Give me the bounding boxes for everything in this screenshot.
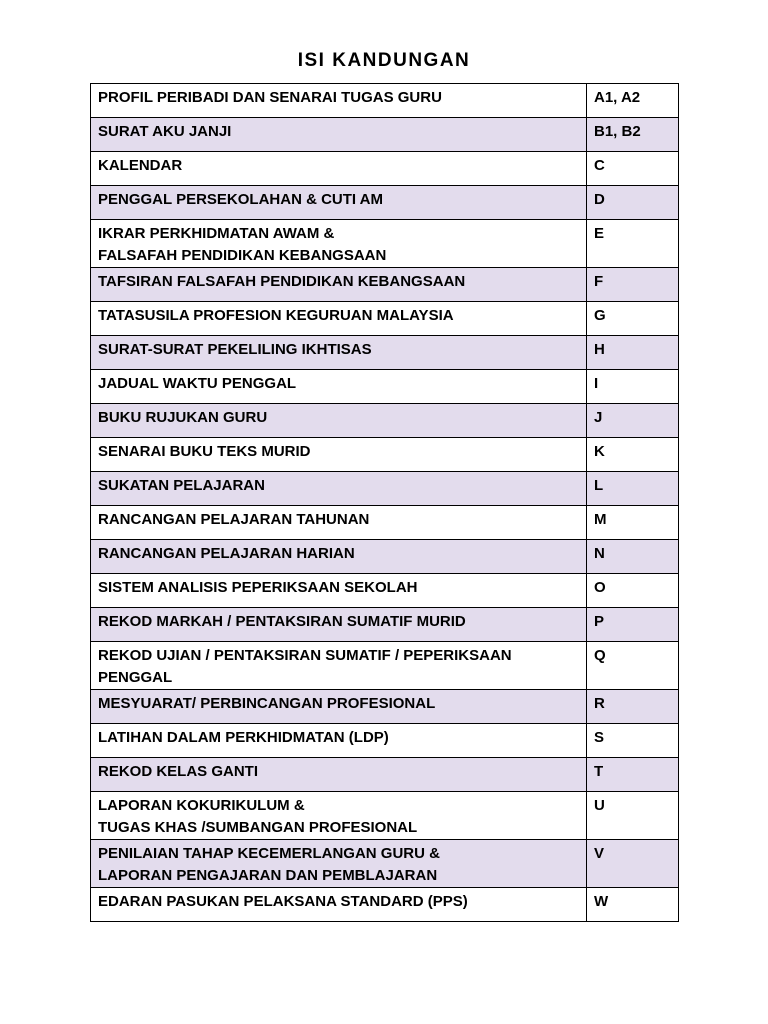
section-title: TAFSIRAN FALSAFAH PENDIDIKAN KEBANGSAAN bbox=[91, 268, 587, 302]
section-title: RANCANGAN PELAJARAN HARIAN bbox=[91, 540, 587, 574]
page-title: ISI KANDUNGAN bbox=[297, 50, 471, 71]
table-row bbox=[91, 724, 679, 758]
table-row bbox=[91, 370, 679, 404]
section-title: SURAT-SURAT PEKELILING IKHTISAS bbox=[91, 336, 587, 370]
section-code: B1, B2 bbox=[587, 118, 679, 152]
table-row bbox=[91, 268, 679, 302]
section-code: I bbox=[587, 370, 679, 404]
section-title: SISTEM ANALISIS PEPERIKSAAN SEKOLAH bbox=[91, 574, 587, 608]
section-title: RANCANGAN PELAJARAN TAHUNAN bbox=[91, 506, 587, 540]
section-title: PENILAIAN TAHAP KECEMERLANGAN GURU & LAPORAN PENGAJARAN DAN PEMBLAJARAN bbox=[91, 840, 587, 888]
contents-table bbox=[90, 83, 679, 922]
section-title: SURAT AKU JANJI bbox=[91, 118, 587, 152]
section-code: S bbox=[587, 724, 679, 758]
table-row bbox=[91, 336, 679, 370]
section-title: BUKU RUJUKAN GURU bbox=[91, 404, 587, 438]
section-title: LAPORAN KOKURIKULUM & TUGAS KHAS /SUMBANGAN PROFESIONAL bbox=[91, 792, 587, 840]
table-row bbox=[91, 792, 679, 840]
table-row bbox=[91, 642, 679, 690]
section-code: V bbox=[587, 840, 679, 888]
section-title: SUKATAN PELAJARAN bbox=[91, 472, 587, 506]
section-title: REKOD UJIAN / PENTAKSIRAN SUMATIF / PEPERIKSAAN PENGGAL bbox=[91, 642, 587, 690]
section-title: JADUAL WAKTU PENGGAL bbox=[91, 370, 587, 404]
section-code: Q bbox=[587, 642, 679, 690]
section-title: SENARAI BUKU TEKS MURID bbox=[91, 438, 587, 472]
table-row bbox=[91, 608, 679, 642]
table-row bbox=[91, 472, 679, 506]
table-row bbox=[91, 840, 679, 888]
table-row bbox=[91, 438, 679, 472]
table-row bbox=[91, 506, 679, 540]
section-code: D bbox=[587, 186, 679, 220]
table-row bbox=[91, 404, 679, 438]
contents-table-body bbox=[91, 84, 679, 922]
table-row bbox=[91, 758, 679, 792]
section-code: E bbox=[587, 220, 679, 268]
section-title: REKOD KELAS GANTI bbox=[91, 758, 587, 792]
table-row bbox=[91, 540, 679, 574]
table-row bbox=[91, 118, 679, 152]
table-row bbox=[91, 302, 679, 336]
section-code: A1, A2 bbox=[587, 84, 679, 118]
section-title: REKOD MARKAH / PENTAKSIRAN SUMATIF MURID bbox=[91, 608, 587, 642]
table-row bbox=[91, 888, 679, 922]
section-title: TATASUSILA PROFESION KEGURUAN MALAYSIA bbox=[91, 302, 587, 336]
section-code: H bbox=[587, 336, 679, 370]
section-code: T bbox=[587, 758, 679, 792]
section-code: R bbox=[587, 690, 679, 724]
section-code: K bbox=[587, 438, 679, 472]
section-title: MESYUARAT/ PERBINCANGAN PROFESIONAL bbox=[91, 690, 587, 724]
section-title: IKRAR PERKHIDMATAN AWAM & FALSAFAH PENDIDIKAN KEBANGSAAN bbox=[91, 220, 587, 268]
section-title: PENGGAL PERSEKOLAHAN & CUTI AM bbox=[91, 186, 587, 220]
section-code: O bbox=[587, 574, 679, 608]
section-code: L bbox=[587, 472, 679, 506]
table-row bbox=[91, 186, 679, 220]
section-code: J bbox=[587, 404, 679, 438]
section-title: LATIHAN DALAM PERKHIDMATAN (LDP) bbox=[91, 724, 587, 758]
section-code: F bbox=[587, 268, 679, 302]
section-title: KALENDAR bbox=[91, 152, 587, 186]
section-code: W bbox=[587, 888, 679, 922]
section-title: EDARAN PASUKAN PELAKSANA STANDARD (PPS) bbox=[91, 888, 587, 922]
section-code: M bbox=[587, 506, 679, 540]
section-code: C bbox=[587, 152, 679, 186]
section-title: PROFIL PERIBADI DAN SENARAI TUGAS GURU bbox=[91, 84, 587, 118]
section-code: G bbox=[587, 302, 679, 336]
table-row bbox=[91, 220, 679, 268]
table-row bbox=[91, 574, 679, 608]
section-code: P bbox=[587, 608, 679, 642]
section-code: N bbox=[587, 540, 679, 574]
section-code: U bbox=[587, 792, 679, 840]
table-row bbox=[91, 690, 679, 724]
table-row bbox=[91, 152, 679, 186]
table-row bbox=[91, 84, 679, 118]
